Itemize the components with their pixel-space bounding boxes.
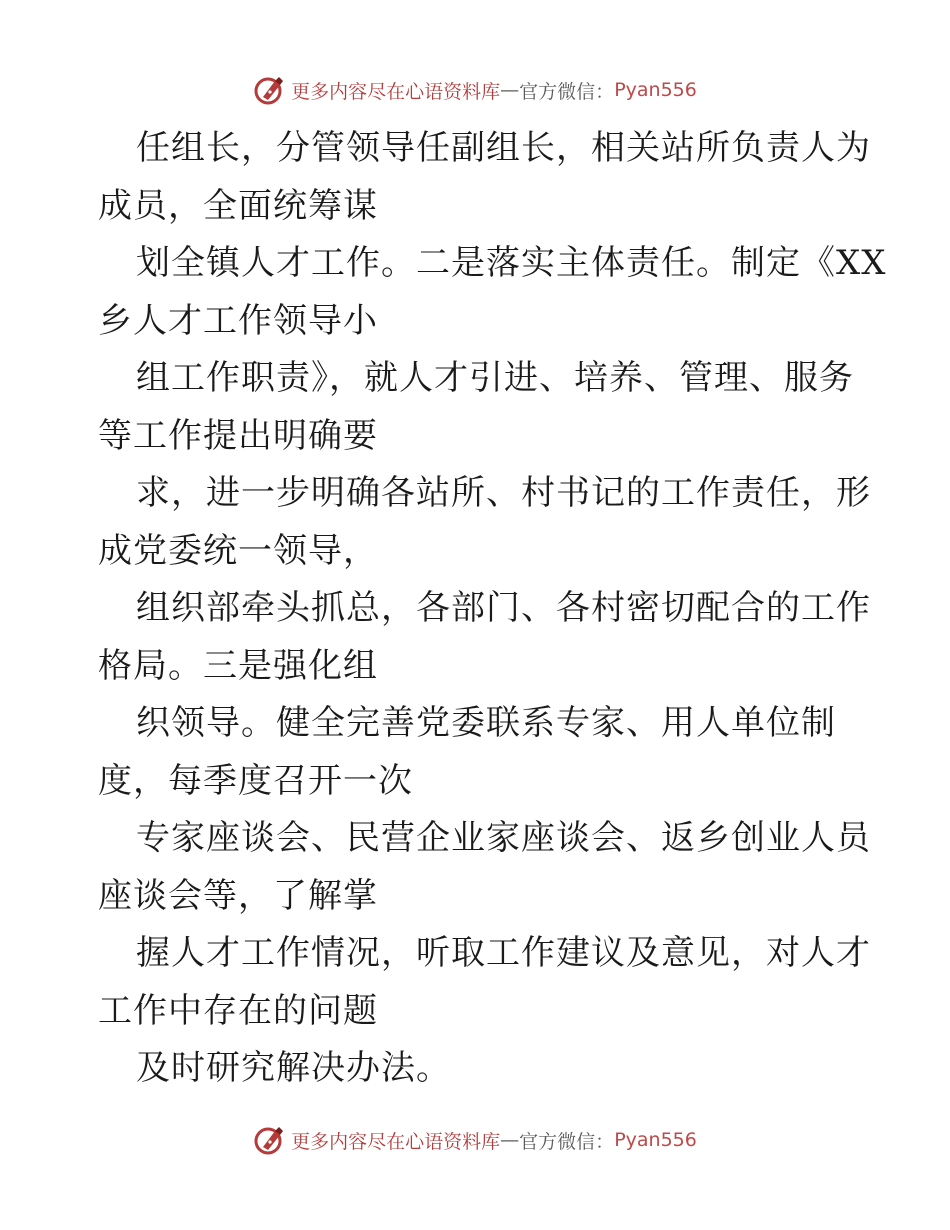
document-body bbox=[98, 120, 887, 1098]
banner-brand-text: 更多内容尽在心语资料库 bbox=[291, 80, 501, 103]
banner-brand-text: 更多内容尽在心语资料库 bbox=[291, 1130, 501, 1153]
text-line: 成党委统一领导， bbox=[98, 530, 378, 571]
text-line: 求，进一步明确各站所、村书记的工作责任，形 bbox=[136, 473, 871, 513]
text-line: 组工作职责》，就人才引进、培养、管理、服务 bbox=[136, 358, 854, 398]
banner-wechat-id: Pyan556 bbox=[614, 79, 697, 101]
banner-wechat-id: Pyan556 bbox=[614, 1129, 697, 1151]
banner-separator: — bbox=[500, 1129, 520, 1151]
text-line: 划全镇人才工作。二是落实主体责任。制定《XX bbox=[136, 243, 887, 283]
banner-wechat-label: 官方微信： bbox=[519, 1130, 615, 1153]
text-line: 及时研究解决办法。 bbox=[136, 1048, 451, 1088]
footer-watermark-banner bbox=[0, 1120, 950, 1160]
header-watermark-banner bbox=[0, 70, 950, 110]
text-line: 等工作提出明确要 bbox=[98, 415, 378, 456]
text-line: 握人才工作情况，听取工作建议及意见，对人才 bbox=[136, 933, 871, 973]
text-line: 任组长，分管领导任副组长，相关站所负责人为 bbox=[136, 128, 871, 168]
text-line: 度，每季度召开一次 bbox=[98, 760, 413, 801]
text-line: 乡人才工作领导小 bbox=[98, 300, 378, 341]
text-line: 织领导。健全完善党委联系专家、用人单位制 bbox=[136, 703, 836, 743]
banner-separator: — bbox=[500, 79, 520, 101]
text-line: 专家座谈会、民营企业家座谈会、返乡创业人员 bbox=[136, 818, 871, 858]
text-line: 成员，全面统筹谋 bbox=[98, 185, 378, 226]
pen-nib-logo-icon bbox=[253, 73, 287, 107]
text-line: 工作中存在的问题 bbox=[98, 990, 378, 1031]
text-line: 组织部牵头抓总，各部门、各村密切配合的工作 bbox=[136, 588, 871, 628]
text-line: 座谈会等，了解掌 bbox=[98, 875, 378, 916]
pen-nib-logo-icon bbox=[253, 1123, 287, 1157]
text-line: 格局。三是强化组 bbox=[98, 645, 378, 686]
banner-wechat-label: 官方微信： bbox=[519, 80, 615, 103]
